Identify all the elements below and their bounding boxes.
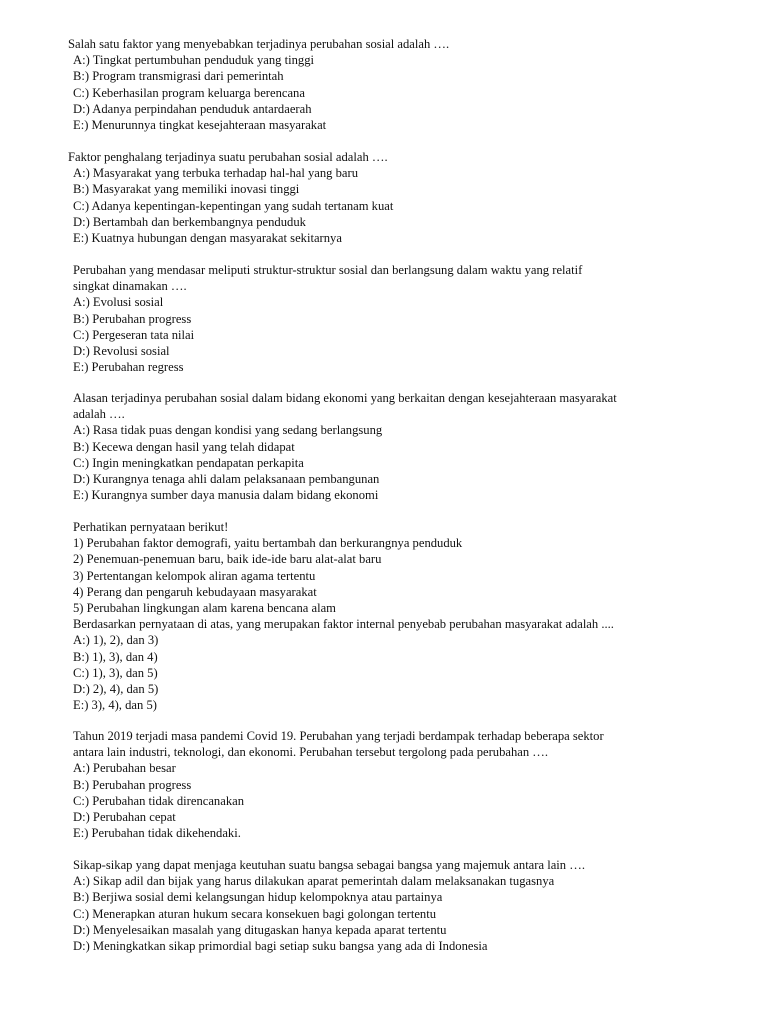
question-5 (0, 519, 768, 713)
answer-option-b: B:) Perubahan progress (73, 777, 192, 792)
answer-option-c: C:) Menerapkan aturan hukum secara konsekuen bagi golongan tertentu (73, 906, 436, 921)
answer-option-a: A:) Masyarakat yang terbuka terhadap hal-hal yang baru (73, 166, 358, 181)
answer-option-d: D:) Menyelesaikan masalah yang ditugaskan hanya kepada aparat tertentu (73, 922, 447, 937)
statement-item-3: 3) Pertentangan kelompok aliran agama tertentu (73, 568, 316, 583)
question-stem-continued: adalah …. (73, 407, 125, 422)
answer-option-e: E:) Perubahan regress (73, 360, 184, 375)
answer-option-b: B:) Program transmigrasi dari pemerintah (73, 69, 284, 84)
statement-item-2: 2) Penemuan-penemuan baru, baik ide-ide baru alat-alat baru (73, 552, 382, 567)
answer-option-d: D:) Adanya perpindahan penduduk antardaerah (73, 101, 312, 116)
question-prompt: Berdasarkan pernyataan di atas, yang merupakan faktor internal penyebab perubahan masyarakat adalah .... (73, 617, 614, 632)
question-1 (0, 36, 768, 133)
answer-option-a: A:) Rasa tidak puas dengan kondisi yang sedang berlangsung (73, 423, 383, 438)
question-7 (0, 857, 768, 954)
answer-option-d: D:) Kurangnya tenaga ahli dalam pelaksanaan pembangunan (73, 471, 380, 486)
answer-option-b: B:) Masyarakat yang memiliki inovasi tinggi (73, 182, 300, 197)
answer-option-a: A:) Perubahan besar (73, 761, 176, 776)
statement-item-5: 5) Perubahan lingkungan alam karena bencana alam (73, 600, 336, 615)
question-stem: Tahun 2019 terjadi masa pandemi Covid 19. Perubahan yang terjadi berdampak terhadap beberapa sektor (73, 729, 604, 743)
question-stem-continued: antara lain industri, teknologi, dan ekonomi. Perubahan tersebut tergolong pada perubahan …. (73, 745, 549, 760)
answer-option-d: D:) Revolusi sosial (73, 343, 170, 358)
answer-option-c: C:) Adanya kepentingan-kepentingan yang sudah tertanam kuat (73, 198, 394, 213)
question-stem: Perhatikan pernyataan berikut! (73, 520, 229, 534)
question-stem-continued: singkat dinamakan …. (73, 279, 187, 294)
question-6 (0, 728, 768, 841)
question-stem: Salah satu faktor yang menyebabkan terjadinya perubahan sosial adalah …. (68, 37, 450, 51)
answer-option-e: E:) 3), 4), dan 5) (73, 698, 157, 713)
answer-option-b: B:) 1), 3), dan 4) (73, 649, 158, 664)
answer-option-b: B:) Kecewa dengan hasil yang telah didapat (73, 439, 295, 454)
answer-option-a: A:) Tingkat pertumbuhan penduduk yang tinggi (73, 53, 315, 68)
answer-option-c: C:) Pergeseran tata nilai (73, 327, 195, 342)
answer-option-c: C:) Ingin meningkatkan pendapatan perkapita (73, 455, 304, 470)
answer-option-c: C:) Keberhasilan program keluarga berencana (73, 85, 305, 100)
statement-item-4: 4) Perang dan pengaruh kebudayaan masyarakat (73, 584, 317, 599)
question-stem: Alasan terjadinya perubahan sosial dalam bidang ekonomi yang berkaitan dengan kesejahteraan masyarakat (73, 391, 617, 405)
question-stem: Sikap-sikap yang dapat menjaga keutuhan suatu bangsa sebagai bangsa yang majemuk antara lain …. (73, 858, 585, 872)
question-4 (0, 390, 768, 503)
answer-option-a: A:) Sikap adil dan bijak yang harus dilakukan aparat pemerintah dalam melaksanakan tugasnya (73, 874, 555, 889)
answer-option-b: B:) Perubahan progress (73, 311, 192, 326)
question-stem: Faktor penghalang terjadinya suatu perubahan sosial adalah …. (68, 150, 388, 164)
answer-option-e: E:) Kuatnya hubungan dengan masyarakat sekitarnya (73, 230, 342, 245)
answer-option-d: D:) Perubahan cepat (73, 809, 176, 824)
answer-option-e: E:) Kurangnya sumber daya manusia dalam bidang ekonomi (73, 488, 379, 503)
answer-option-b: B:) Berjiwa sosial demi kelangsungan hidup kelompoknya atau partainya (73, 890, 443, 905)
question-3 (0, 262, 768, 375)
answer-option-d: D:) 2), 4), dan 5) (73, 681, 159, 696)
answer-option-d: D:) Bertambah dan berkembangnya penduduk (73, 214, 306, 229)
statement-item-1: 1) Perubahan faktor demografi, yaitu bertambah dan berkurangnya penduduk (73, 536, 463, 551)
answer-option-c: C:) 1), 3), dan 5) (73, 665, 158, 680)
answer-option-a: A:) Evolusi sosial (73, 295, 164, 310)
answer-option-e: E:) Menurunnya tingkat kesejahteraan masyarakat (73, 117, 327, 132)
answer-option-e: E:) Perubahan tidak dikehendaki. (73, 826, 241, 841)
question-stem: Perubahan yang mendasar meliputi struktur-struktur sosial dan berlangsung dalam waktu yang relatif (73, 263, 583, 277)
answer-option-a: A:) 1), 2), dan 3) (73, 633, 159, 648)
question-2 (0, 149, 768, 246)
answer-option-c: C:) Perubahan tidak direncanakan (73, 793, 244, 808)
answer-option-d-2: D:) Meningkatkan sikap primordial bagi setiap suku bangsa yang ada di Indonesia (73, 938, 488, 953)
